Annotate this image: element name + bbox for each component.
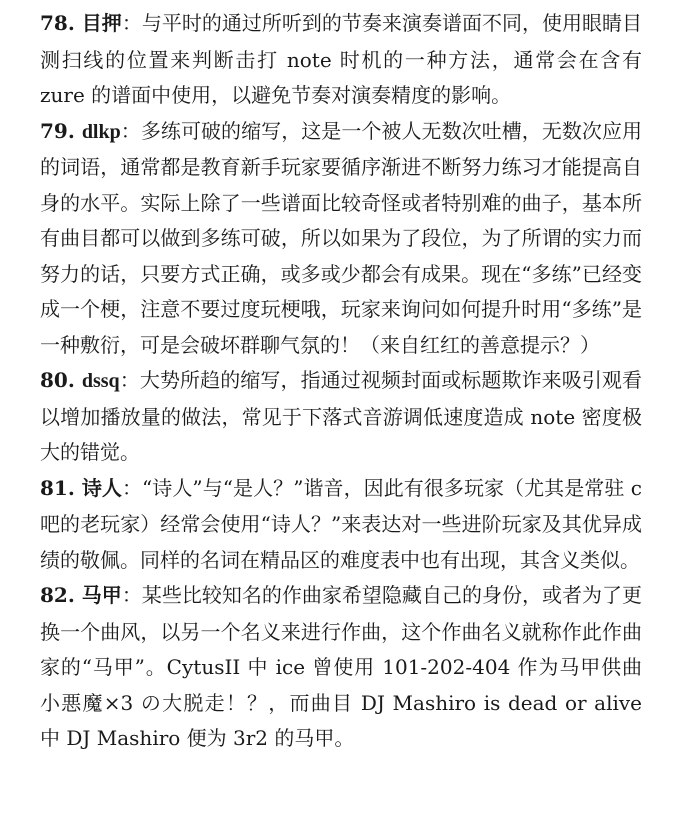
- entry-separator: ：: [121, 583, 142, 607]
- entry-separator: ：: [120, 118, 141, 143]
- entry-definition: 多练可破的缩写，这是一个被人无数次吐槽，无数次应用的词语，通常都是教育新手玩家要循序渐进不断努力练习才能提高自身的水平。实际上除了一些谱面比较奇怪或者特别难的曲子，基本所有曲目都可以做到多练可破，所以如果为了段位，为了所谓的实力而努力的话，只要方式正确，或多或少都会有成果。现在“多练”已经变成一个梗，注意不要过度玩梗哦，玩家来询问如何提升时用“多练”是一种敷衍，可是会破坏群聊气氛的！（来自红红的善意提示？）: [40, 118, 643, 357]
- entry-definition: 与平时的通过所听到的节奏来演奏谱面不同，使用眼睛目测扫线的位置来判断击打 note 时机的一种方法，通常会在含有 zure 的谱面中使用，以避免节奏对演奏精度的影响。: [40, 11, 643, 107]
- entry-number: 82.: [40, 583, 82, 607]
- entry-separator: ：: [121, 475, 143, 500]
- entry-definition: 某些比较知名的作曲家希望隐藏自己的身份，或者为了更换一个曲风，以另一个名义来进行作曲，这个作曲名义就称作此作曲家的“马甲”。CytusII 中 ice 曾使用 101-202-404 作为马甲供曲小悪魔×3 の大脱走！？，而曲目 DJ Mashiro is dead or alive 中 DJ Mashiro 便为 3r2 的马甲。: [40, 583, 643, 750]
- entry-definition: 大势所趋的缩写，指通过视频封面或标题欺诈来吸引观看以增加播放量的做法，常见于下落式音游调低速度造成 note 密度极大的错觉。: [40, 368, 643, 464]
- entry-term: dssq: [81, 370, 120, 392]
- glossary-entry-79: [40, 114, 642, 364]
- entry-number: 81.: [40, 475, 82, 500]
- entry-separator: ：: [119, 368, 140, 392]
- glossary-entry-80: [40, 363, 642, 471]
- entry-number: 80.: [40, 368, 82, 392]
- glossary-entry-82: [40, 578, 642, 757]
- glossary-entry-81: [40, 471, 642, 579]
- glossary-document: [40, 6, 642, 757]
- entry-term: dlkp: [81, 120, 121, 143]
- entry-term: 目押: [81, 13, 122, 35]
- entry-number: 79.: [40, 118, 82, 143]
- entry-separator: ：: [121, 11, 142, 35]
- entry-term: 马甲: [81, 585, 122, 607]
- entry-number: 78.: [40, 11, 82, 35]
- glossary-entry-78: [40, 6, 642, 114]
- entry-term: 诗人: [81, 477, 122, 500]
- entry-definition: “诗人”与“是人？”谐音，因此有很多玩家（尤其是常驻 c 吧的老玩家）经常会使用“诗人？”来表达对一些进阶玩家及其优异成绩的敬佩。同样的名词在精品区的难度表中也有出现，其含义类似。: [40, 475, 643, 572]
